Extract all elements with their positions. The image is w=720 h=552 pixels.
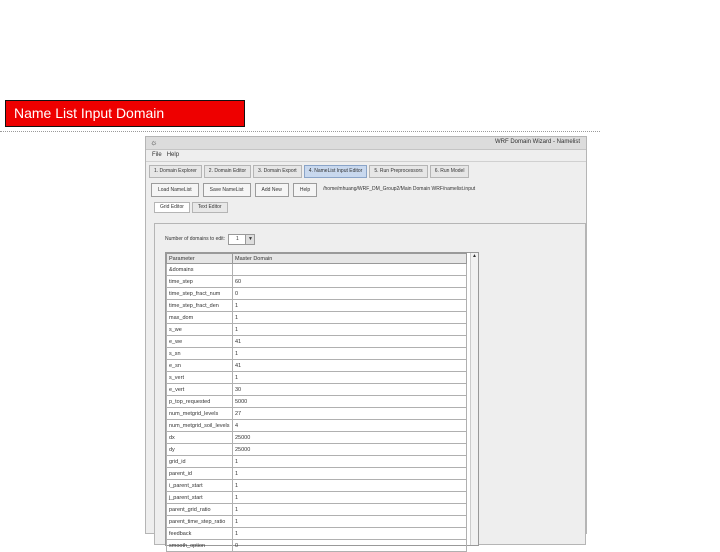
parameter-name-cell: p_top_requested [167,396,233,408]
parameter-value-cell[interactable]: 4 [233,420,467,432]
table-row[interactable] [167,348,467,360]
table-row[interactable] [167,528,467,540]
chevron-down-icon[interactable]: ▼ [246,234,255,245]
save-namelist-button[interactable]: Save NameList [203,183,251,197]
menu-bar [146,150,586,162]
parameter-name-cell: j_parent_start [167,492,233,504]
table-row[interactable] [167,372,467,384]
tab-grid-editor[interactable]: Grid Editor [154,202,190,213]
parameter-name-cell: time_step_fract_num [167,288,233,300]
parameter-name-cell: num_metgrid_levels [167,408,233,420]
table-scrollbar[interactable] [470,253,478,545]
parameter-table [166,253,467,552]
window-title: WRF Domain Wizard - Namelist [494,139,580,145]
parameter-name-cell: dx [167,432,233,444]
parameter-name-cell: s_vert [167,372,233,384]
parameter-value-cell[interactable]: 1 [233,480,467,492]
parameter-value-cell[interactable]: 1 [233,516,467,528]
tab-run-model[interactable]: 6. Run Model [430,165,470,178]
table-row[interactable] [167,480,467,492]
parameter-name-cell: max_dom [167,312,233,324]
decorative-divider [0,131,600,132]
app-window [145,136,587,549]
parameter-name-cell: e_sn [167,360,233,372]
parameter-name-cell: parent_time_step_ratio [167,516,233,528]
help-button[interactable]: Help [293,183,317,197]
parameter-table-container [165,252,479,549]
file-path: /home/mhuang/WRF_DM_Group2/Main Domain WRF/namelist.input [323,186,476,192]
parameter-value-cell[interactable]: 30 [233,384,467,396]
column-header-master-domain[interactable]: Master Domain [233,254,467,264]
parameter-name-cell: e_we [167,336,233,348]
section-title-banner: Name List Input Domain [5,100,245,127]
table-row[interactable] [167,276,467,288]
domains-label: Number of domains to edit: [165,236,226,242]
table-row[interactable] [167,492,467,504]
parameter-value-cell[interactable]: 0 [233,288,467,300]
load-namelist-button[interactable]: Load NameList [151,183,199,197]
add-new-button[interactable]: Add New [255,183,289,197]
tab-domain-export[interactable]: 3. Domain Export [253,165,302,178]
parameter-value-cell[interactable]: 1 [233,324,467,336]
parameter-name-cell: num_metgrid_soil_levels [167,420,233,432]
parameter-value-cell[interactable]: 41 [233,360,467,372]
table-header-row [167,254,467,264]
table-row[interactable] [167,396,467,408]
parameter-value-cell[interactable]: 41 [233,336,467,348]
parameter-name-cell: smooth_option [167,540,233,552]
parameter-value-cell[interactable]: 1 [233,468,467,480]
parameter-value-cell[interactable]: 27 [233,408,467,420]
parameter-value-cell[interactable]: 1 [233,312,467,324]
parameter-name-cell: s_we [167,324,233,336]
menu-file[interactable]: File [152,152,162,158]
parameter-name-cell: i_parent_start [167,480,233,492]
table-row[interactable] [167,300,467,312]
editor-subtabs [146,202,586,212]
parameter-value-cell[interactable]: 0 [233,540,467,552]
parameter-name-cell: dy [167,444,233,456]
tab-run-preprocessors[interactable]: 5. Run Preprocessors [369,165,427,178]
table-row[interactable] [167,324,467,336]
main-tabs [146,165,586,177]
grid-editor-panel [154,223,586,549]
table-row[interactable] [167,264,467,276]
parameter-value-cell[interactable]: 5000 [233,396,467,408]
tab-text-editor[interactable]: Text Editor [192,202,228,213]
table-row[interactable] [167,540,467,552]
parameter-value-cell[interactable]: 25000 [233,432,467,444]
parameter-value-cell[interactable]: 60 [233,276,467,288]
domains-count-select[interactable]: 1 [228,234,246,245]
table-row[interactable] [167,360,467,372]
parameter-name-cell: parent_grid_ratio [167,504,233,516]
parameter-name-cell: time_step_fract_den [167,300,233,312]
domains-selector-row [165,234,255,245]
parameter-value-cell[interactable] [233,264,467,276]
table-row[interactable] [167,336,467,348]
parameter-name-cell: parent_id [167,468,233,480]
table-row[interactable] [167,384,467,396]
parameter-name-cell: &domains [167,264,233,276]
parameter-name-cell: time_step [167,276,233,288]
parameter-value-cell[interactable]: 1 [233,300,467,312]
parameter-value-cell[interactable]: 1 [233,528,467,540]
parameter-value-cell[interactable]: 1 [233,504,467,516]
app-icon: ☼ [150,138,158,147]
parameter-name-cell: e_vert [167,384,233,396]
tab-domain-explorer[interactable]: 1. Domain Explorer [149,165,202,178]
column-header-parameter[interactable]: Parameter [167,254,233,264]
table-row[interactable] [167,312,467,324]
title-bar [146,137,586,150]
table-row[interactable] [167,420,467,432]
table-row[interactable] [167,444,467,456]
parameter-value-cell[interactable]: 1 [233,492,467,504]
table-row[interactable] [167,456,467,468]
tab-domain-editor[interactable]: 2. Domain Editor [204,165,251,178]
parameter-value-cell[interactable]: 1 [233,348,467,360]
table-row[interactable] [167,408,467,420]
table-row[interactable] [167,468,467,480]
table-row[interactable] [167,432,467,444]
tab-namelist-input-editor[interactable]: 4. NameList Input Editor [304,165,368,178]
table-row[interactable] [167,288,467,300]
parameter-name-cell: grid_id [167,456,233,468]
parameter-name-cell: s_sn [167,348,233,360]
toolbar [146,183,586,197]
menu-help[interactable]: Help [166,152,180,158]
parameter-name-cell: feedback [167,528,233,540]
scroll-up-arrow-icon[interactable]: ▲ [472,253,477,259]
parameter-value-cell[interactable]: 1 [233,456,467,468]
table-row[interactable] [167,516,467,528]
parameter-value-cell[interactable]: 25000 [233,444,467,456]
table-row[interactable] [167,504,467,516]
parameter-value-cell[interactable]: 1 [233,372,467,384]
